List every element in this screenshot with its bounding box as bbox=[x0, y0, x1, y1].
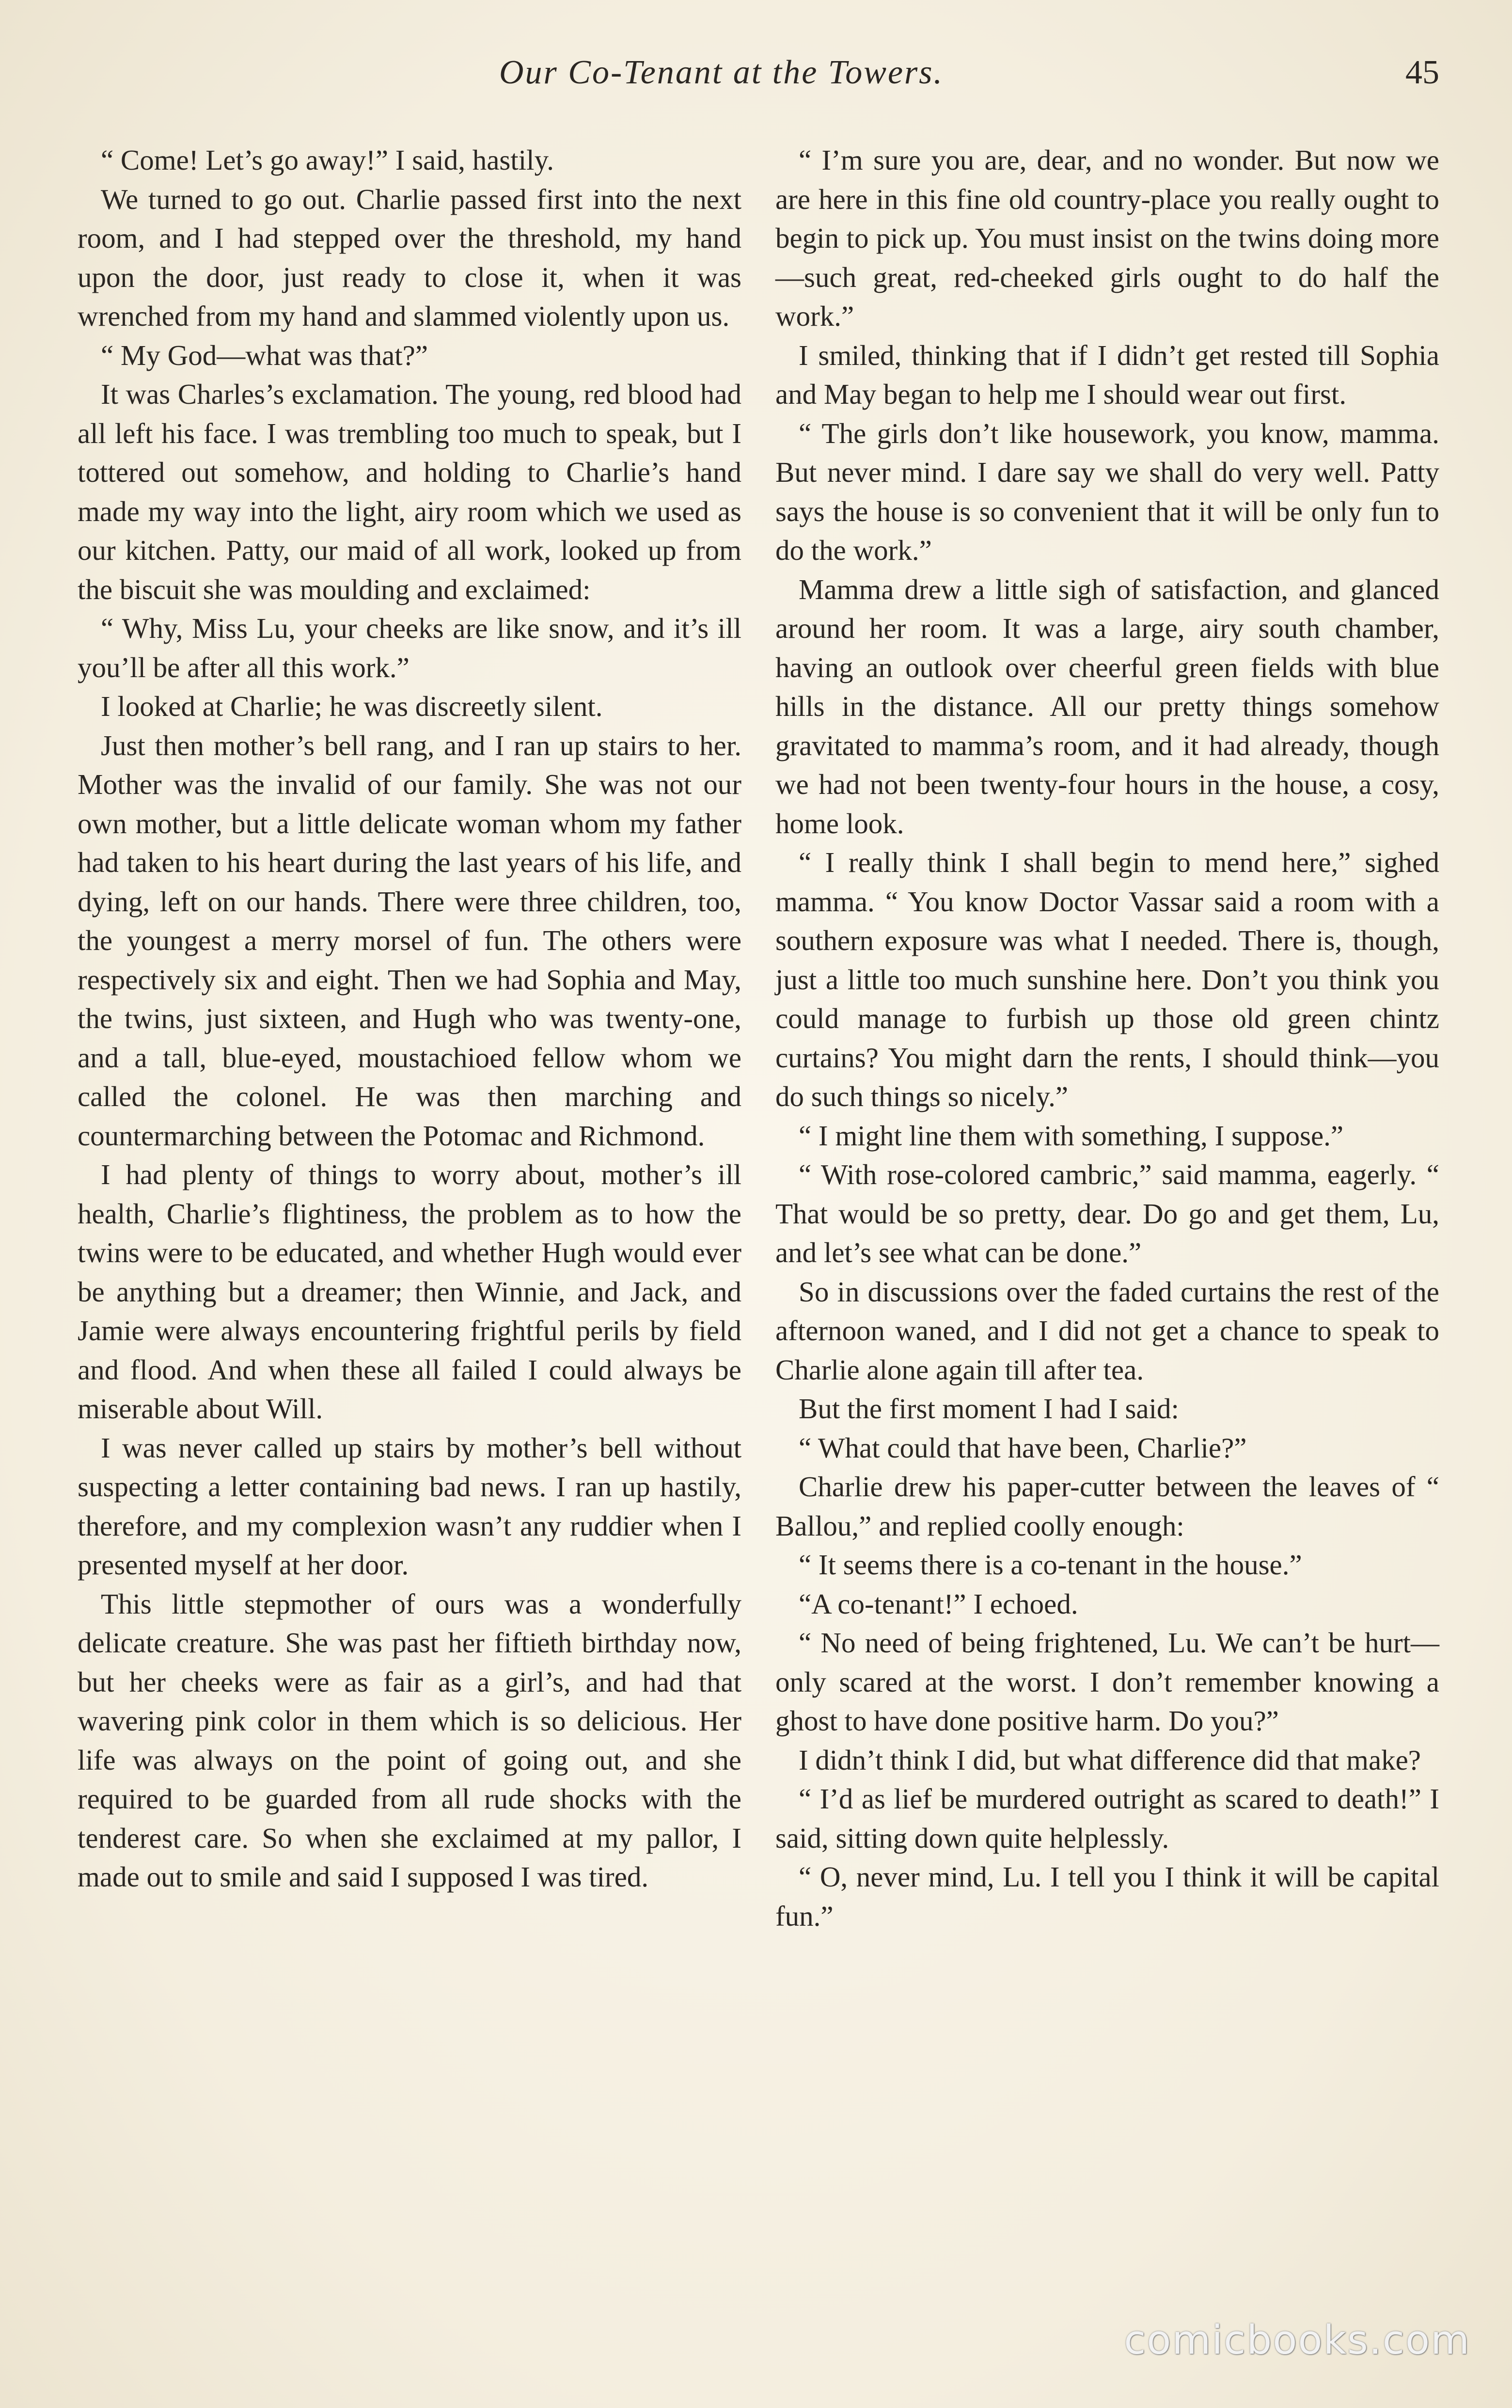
paragraph: I had plenty of things to worry about, mother’s ill health, Charlie’s flightiness, the problem as to how the twins were to be educated, and whether Hugh would ever be anything but a dreamer; then Winnie, and Jack, and Jamie were always encountering frightful perils by field and flood. And when these all failed I could always be miserable about Will. bbox=[78, 1158, 741, 1425]
paragraph: “ I’m sure you are, dear, and no wonder. But now we are here in this fine old country-place you really ought to begin to pick up. You must insist on the twins doing more—such great, red-cheeked girls ought to do half the work.” bbox=[775, 144, 1439, 332]
paragraph: “ What could that have been, Charlie?” bbox=[799, 1431, 1247, 1464]
paragraph: I didn’t think I did, but what difference did that make? bbox=[799, 1743, 1421, 1776]
paragraph: Mamma drew a little sigh of satisfaction, and glanced around her room. It was a large, airy south chamber, having an outlook over cheerful green fields with blue hills in the distance. All our pretty things somehow gravitated to mamma’s room, and it had already, though we had not been twenty-four hours in the house, a cosy, home look. bbox=[775, 573, 1439, 840]
paragraph: This little stepmother of ours was a wonderfully delicate creature. She was past her fiftieth birthday now, but her cheeks were as fair as a girl’s, and had that wavering pink color in them which is so delicious. Her life was always on the point of going out, and she required to be guarded from all rude shocks with the tenderest care. So when she exclaimed at my pallor, I made out to smile and said I supposed I was tired. bbox=[78, 1587, 741, 1893]
paragraph: “ With rose-colored cambric,” said mamma, eagerly. “ That would be so pretty, dear. Do go and get them, Lu, and let’s see what can be done.” bbox=[775, 1158, 1439, 1268]
paragraph: “ My God—what was that?” bbox=[101, 339, 428, 371]
paragraph: “ I might line them with something, I suppose.” bbox=[799, 1119, 1344, 1152]
paragraph: “A co-tenant!” I echoed. bbox=[799, 1587, 1078, 1620]
paragraph: So in discussions over the faded curtains the rest of the afternoon waned, and I did not get a chance to speak to Charlie alone again till after tea. bbox=[775, 1275, 1439, 1386]
paragraph: We turned to go out. Charlie passed first into the next room, and I had stepped over the threshold, my hand upon the door, just ready to close it, when it was wrenched from my hand and slammed violently upon us. bbox=[78, 183, 741, 332]
paragraph: “ It seems there is a co-tenant in the house.” bbox=[799, 1549, 1302, 1581]
paragraph: I looked at Charlie; he was discreetly silent. bbox=[101, 690, 603, 722]
paragraph: But the first moment I had I said: bbox=[799, 1393, 1179, 1425]
page-number: 45 bbox=[1405, 54, 1439, 91]
paragraph: “ O, never mind, Lu. I tell you I think it will be capital fun.” bbox=[775, 1861, 1439, 1932]
left-column bbox=[78, 141, 741, 1897]
paragraph: I was never called up stairs by mother’s bell without suspecting a letter containing bad news. I ran up hastily, therefore, and my complexion wasn’t any ruddier when I presented myself at her door. bbox=[78, 1431, 741, 1581]
paragraph: “ The girls don’t like housework, you know, mamma. But never mind. I dare say we shall do very well. Patty says the house is so convenient that it will be only fun to do the work.” bbox=[775, 417, 1439, 566]
watermark: comicbooks.com bbox=[1124, 2317, 1470, 2363]
paragraph: “ Come! Let’s go away!” I said, hastily. bbox=[101, 144, 554, 176]
paragraph: “ Why, Miss Lu, your cheeks are like snow, and it’s ill you’ll be after all this work.” bbox=[78, 612, 741, 683]
page-header bbox=[78, 53, 1439, 107]
paragraph: I smiled, thinking that if I didn’t get rested till Sophia and May began to help me I should wear out first. bbox=[775, 339, 1439, 410]
paragraph: It was Charles’s exclamation. The young, red blood had all left his face. I was trembling too much to speak, but I tottered out somehow, and holding to Charlie’s hand made my way into the light, airy room which we used as our kitchen. Patty, our maid of all work, looked up from the biscuit she was moulding and exclaimed: bbox=[78, 378, 741, 605]
paragraph: “ I really think I shall begin to mend here,” sighed mamma. “ You know Doctor Vassar said a room with a southern exposure was what I needed. There is, though, just a little too much sunshine here. Don’t you think you could manage to furbish up those old green chintz curtains? You might darn the rents, I should think—you do such things so nicely.” bbox=[775, 846, 1439, 1112]
right-column bbox=[775, 141, 1439, 1935]
running-title: Our Co-Tenant at the Towers. bbox=[499, 54, 944, 91]
paragraph: Charlie drew his paper-cutter between the leaves of “ Ballou,” and replied coolly enough: bbox=[775, 1471, 1439, 1542]
paragraph: “ I’d as lief be murdered outright as scared to death!” I said, sitting down quite helplessly. bbox=[775, 1783, 1439, 1854]
paragraph: “ No need of being frightened, Lu. We can’t be hurt—only scared at the worst. I don’t remember knowing a ghost to have done positive harm. Do you?” bbox=[775, 1627, 1439, 1737]
paragraph: Just then mother’s bell rang, and I ran up stairs to her. Mother was the invalid of our family. She was not our own mother, but a little delicate woman whom my father had taken to his heart during the last years of his life, and dying, left on our hands. There were three children, too, the youngest a merry morsel of fun. The others were respectively six and eight. Then we had Sophia and May, the twins, just sixteen, and Hugh who was twenty-one, and a tall, blue-eyed, moustachioed fellow whom we called the colonel. He was then marching and countermarching between the Potomac and Richmond. bbox=[78, 729, 741, 1152]
